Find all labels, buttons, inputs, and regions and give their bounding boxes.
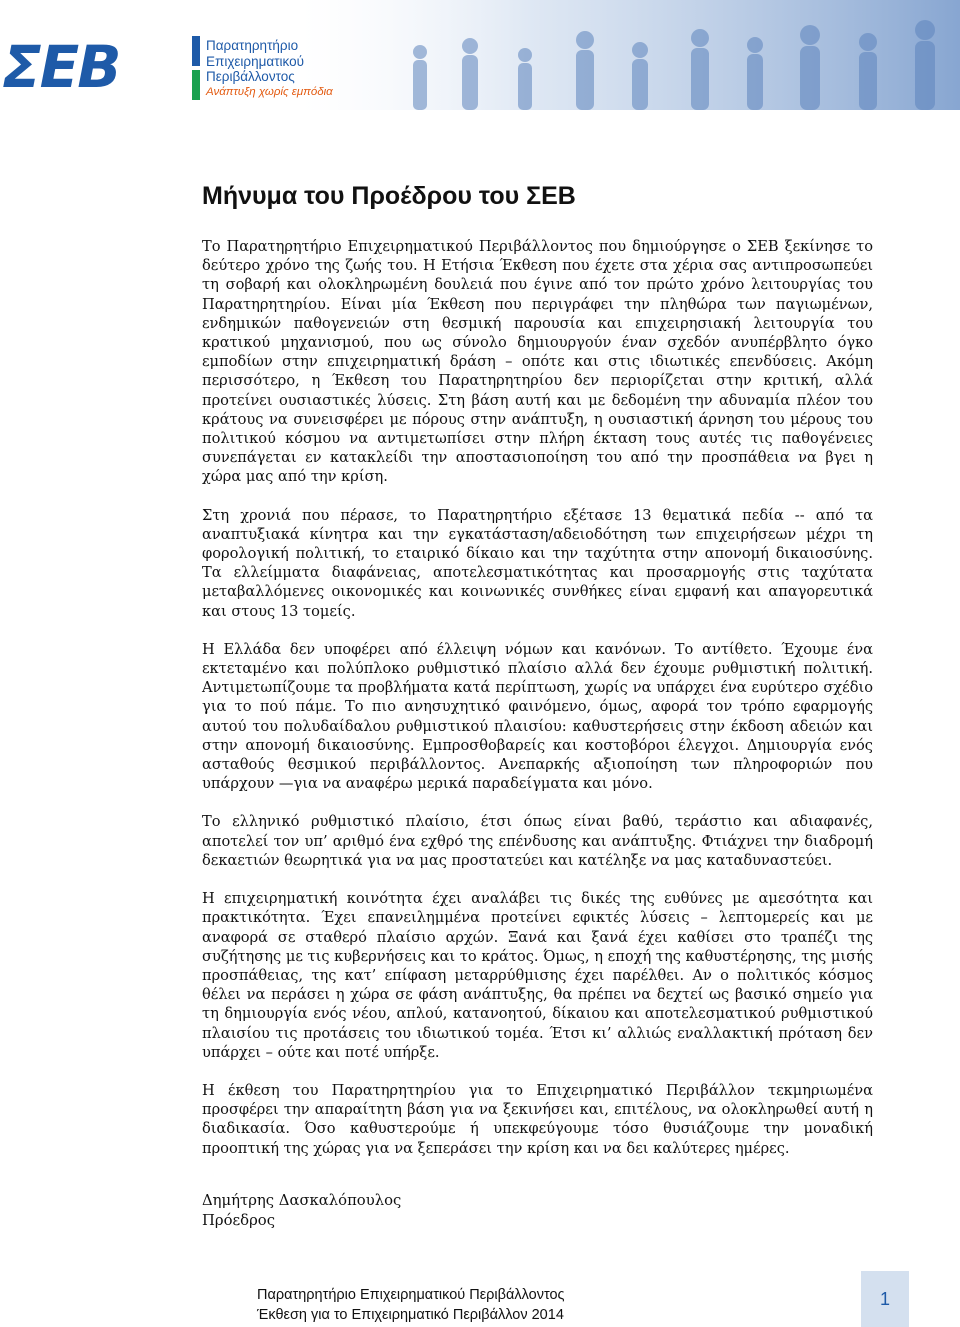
paragraph: Στη χρονιά που πέρασε, το Παρατηρητήριο εξέτασε 13 θεματικά πεδία -- από τα αναπτυξιακά κίνητρα και την εγκατάσταση/αδειοδότηση των επιχειρήσεων μέχρι τη φορολογική πολιτική, το εταιρικό δίκαιο και την ταχύτητα στην απονομή δικαιοσύνης. Τα ελλείμματα διαφάνειας, αποτελεσματικότητας και προσαρμογής στις ταχύτατα μεταβαλλόμενες οικονομικές και κοινωνικές συνθήκες είναι εμφανή και απαγορευτικά και στους 13 τομείς. — [202, 506, 873, 620]
document-title: Μήνυμα του Προέδρου του ΣΕΒ — [202, 182, 576, 210]
paragraph: Η επιχειρηματική κοινότητα έχει αναλάβει τις δικές της ευθύνες με αμεσότητα και πρακτικότητα. Έχει επανειλημμένα προτείνει εφικτές λύσεις – λεπτομερείς και με αναφορά σε σταθερό πλαίσιο αρχών. Ξανά και ξανά έχει καθίσει στο τραπέζι της συζήτησης με τις κυβερνήσεις και το κράτος. Όμως, η εποχή της καθυστέρησης, της μισής προσπάθειας, της κατ’ επίφαση μεταρρύθμισης έχει παρέλθει. Αν ο πολιτικός κόσμος θέλει να περάσει η χώρα σε φάση ανάπτυξης, θα πρέπει να δεχτεί ως βασικό σημείο για τη δημιουργία ενός νέου, απλού, κατανοητού, δίκαιου και αποτελεσματικού ρυθμιστικού πλαισίου τις προτάσεις του ιδιωτικού τομέα. Έτσι κι’ αλλιώς εναλλακτική πρόταση δεν υπάρχει – ούτε και ποτέ υπήρξε. — [202, 890, 873, 1061]
signature-block — [202, 1191, 401, 1230]
org-line-1: Παρατηρητήριο — [206, 38, 299, 53]
paragraph: Η έκθεση του Παρατηρητηρίου για το Επιχειρηματικό Περιβάλλον τεκμηριωμένα προσφέρει την απαραίτητη βάση για να ξεκινήσει και, επιτέλους, να ολοκληρωθεί αυτή η διαδικασία. Όσο καθυστερούμε ή υπεκφεύγουμε τόσο θυσιάζουμε την μοναδική προοπτική της χώρας για να ξεπεράσει την κρίση και να δει καλύτερες ημέρες. — [202, 1081, 873, 1157]
footer-line-1: Παρατηρητήριο Επιχειρηματικού Περιβάλλοντος — [257, 1287, 565, 1303]
header-banner-silhouettes — [0, 0, 960, 110]
footer-line-2: Έκθεση για το Επιχειρηματικό Περιβάλλον 2014 — [257, 1307, 564, 1323]
observatory-name — [206, 38, 333, 100]
org-line-2: Επιχειρηματικού — [206, 53, 305, 69]
page-number: 1 — [861, 1271, 909, 1327]
signature-role: Πρόεδρος — [202, 1211, 275, 1229]
paragraph: Το ελληνικό ρυθμιστικό πλαίσιο, έτσι όπως είναι βαθύ, τεράστιο και αδιαφανές, αποτελεί τον υπ’ αριθμό ένα εχθρό της επένδυσης και ανάπτυξης. Φτιάχνει την διαδρομή δεκαετιών θεωρητικά για να μας προστατεύει και κατέληξε να μας καταδυναστεύει. — [202, 813, 873, 869]
tagline: Ανάπτυξη χωρίς εμπόδια — [206, 85, 333, 98]
org-line-3: Περιβάλλοντος — [206, 69, 295, 84]
page-footer — [257, 1285, 565, 1325]
seb-logo: ΣΕΒ — [2, 33, 120, 101]
logo-color-bars — [192, 36, 200, 100]
paragraph: Η Ελλάδα δεν υποφέρει από έλλειψη νόμων και κανόνων. Το αντίθετο. Έχουμε ένα εκτεταμένο και πολύπλοκο ρυθμιστικό πλαίσιο αλλά δεν έχουμε ρυθμιστική πολιτική. Αντιμετωπίζουμε τα προβλήματα κατά περίπτωση, χωρίς να υπάρχει ένα ευρύτερο σχέδιο για το πού πάμε. Το πιο ανησυχητικό φαινόμενο, όμως, αφορά τον τρόπο εφαρμογής αυτού του πολυδαίδαλου ρυθμιστικού πλαισίου: καθυστερήσεις στην έκδοση αδειών και στην απονομή δικαιοσύνης. Εμπροσθοβαρείς και κοστοβόροι έλεγχοι. Δημιουργία ενός ασταθούς θεσμικού περιβάλλοντος. Ανεπαρκής αξιοποίηση των πληροφοριών που υπάρχουν —για να αναφέρω μερικά παραδείγματα και μόνο. — [202, 640, 873, 793]
signature-name: Δημήτρης Δασκαλόπουλος — [202, 1192, 402, 1209]
document-body — [202, 237, 873, 1177]
paragraph: Το Παρατηρητήριο Επιχειρηματικού Περιβάλλοντος που δημιούργησε ο ΣΕΒ ξεκίνησε το δεύτερο χρόνο της ζωής του. Η Ετήσια Έκθεση που έχετε στα χέρια σας αντιπροσωπεύει τη σοβαρή και ολοκληρωμένη δουλειά που έγινε από τον πρώτο χρόνο λειτουργίας του Παρατηρητηρίου. Είναι μία Έκθεση που περιγράφει την πληθώρα των παγιωμένων, ενδημικών παθογενειών στη θεσμική παρουσία και επιχειρησιακή λειτουργία του κρατικού μηχανισμού, που ως σύνολο δημιουργούν έναν σχεδόν ανυπέρβλητο όγκο εμποδίων στην επιχειρηματική δράση – οπότε και στις ιδιωτικές επενδύσεις. Ακόμη περισσότερο, η Έκθεση του Παρατηρητηρίου δεν περιορίζεται στην κριτική, αλλά προτείνει ουσιαστικές λύσεις. Στη βάση αυτή και με δεδομένη την αδυναμία πλέον του κράτους να συνεισφέρει με πόρους στην ανάπτυξη, η ουσιαστική άρνηση του μέρους του πολιτικού κόσμου να αντιμετωπίσει στην πλήρη έκταση τους αυτές τις παθογένειες συνεπάγεται εν κατακλείδι την αποστασιοποίηση του από την προσπάθεια να βγει η χώρα μας από την κρίση. — [202, 238, 873, 486]
page-header — [0, 0, 960, 110]
